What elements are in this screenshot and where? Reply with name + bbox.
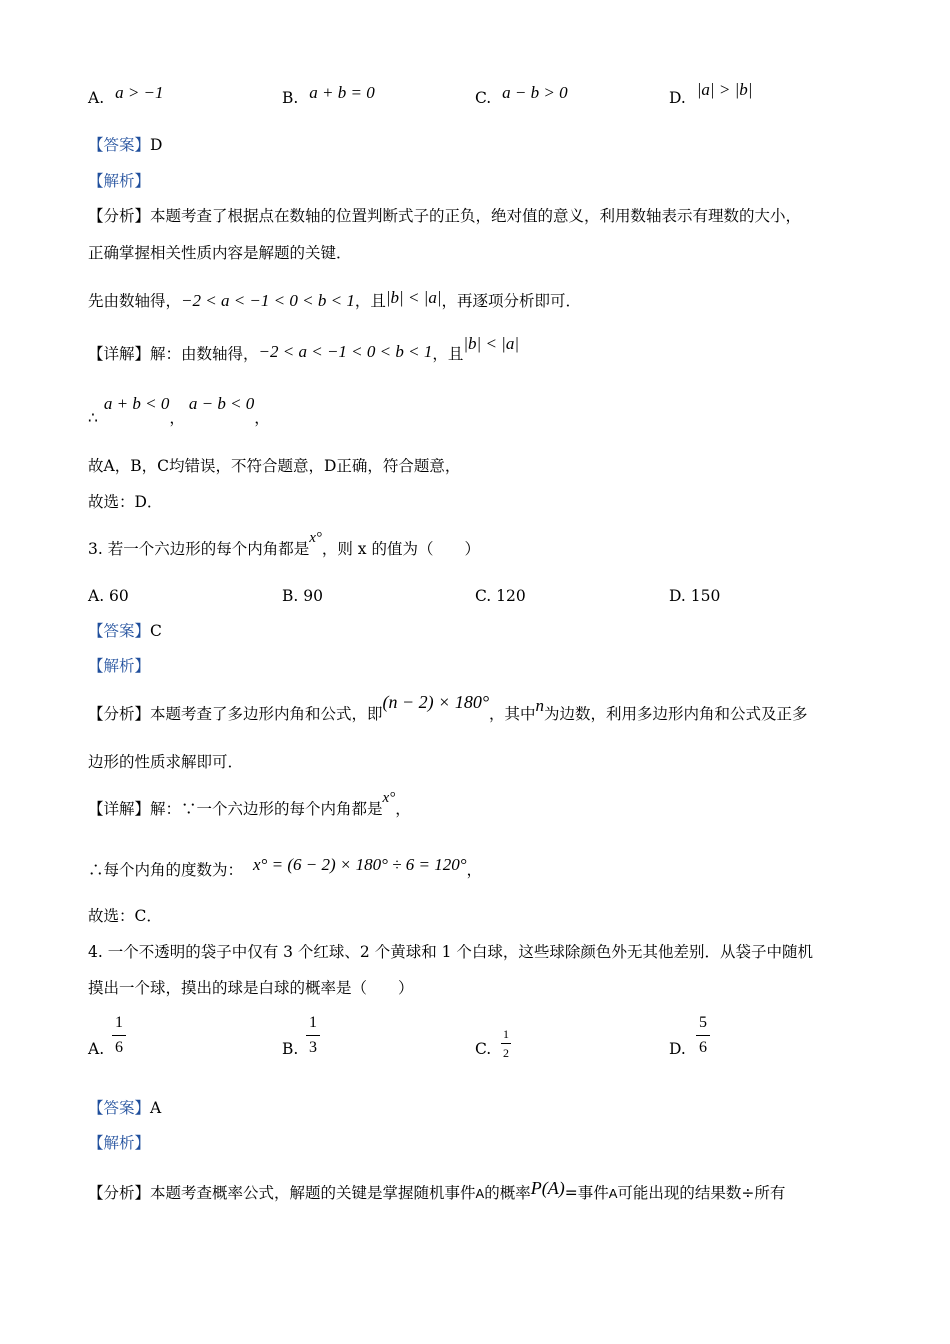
q4-fenxi-mid: 的概率 xyxy=(484,1184,531,1202)
q3-stem-sup: x° xyxy=(309,530,322,546)
q4-option-a-label: A. xyxy=(88,1040,105,1058)
q3-detail-post: ， xyxy=(395,800,411,818)
q4-option-c-fraction xyxy=(501,1027,511,1060)
q3-detail-tag: 【详解】 xyxy=(88,800,151,818)
q2-choose: 故选：D． xyxy=(88,493,163,511)
q2-option-a xyxy=(88,83,164,108)
q3-calc-post: ， xyxy=(466,861,483,879)
q4-fenxi-a2: A xyxy=(608,1186,618,1201)
q2-option-c-math: a − b > 0 xyxy=(502,83,568,102)
q2-fenxi-line1 xyxy=(88,206,801,226)
q3-stem-post: ，则 x 的值为（ ） xyxy=(321,540,480,558)
q4-option-b-bar xyxy=(306,1035,320,1036)
q2-step-mid: ，且 xyxy=(354,292,386,310)
q3-answer-tag: 【答案】 xyxy=(88,622,151,640)
q2-step-line xyxy=(88,288,582,311)
q3-fenxi-n: n xyxy=(535,696,545,715)
q4-fenxi-line1 xyxy=(88,1178,786,1204)
q4-fenxi-tag: 【分析】 xyxy=(88,1184,151,1202)
q3-fenxi-post: 为边数，利用多边形内角和公式及正多 xyxy=(544,705,808,723)
q3-fenxi-line1 xyxy=(88,692,808,724)
q4-fenxi-post: 可能出现的结果数÷所有 xyxy=(617,1184,786,1202)
q2-option-b xyxy=(282,83,375,108)
q4-stem-line2: 摸出一个球，摸出的球是白球的概率是（ ） xyxy=(88,979,414,997)
q3-calc-pre: ∴每个内角的度数为： xyxy=(88,861,244,879)
q3-detail-pre: 解：∵一个六边形的每个内角都是 xyxy=(150,800,383,818)
q4-option-c-den: 2 xyxy=(503,1046,509,1060)
q2-detail-mid: ，且 xyxy=(432,345,464,363)
q2-option-d xyxy=(669,80,753,108)
q4-answer: A xyxy=(150,1099,162,1117)
q2-ther-comma: ， xyxy=(169,409,185,427)
q3-stem-pre: 3. 若一个六边形的每个内角都是 xyxy=(88,540,310,558)
q3-option-d: D. 150 xyxy=(669,587,721,605)
q4-option-b-label: B. xyxy=(282,1040,299,1058)
q4-option-a-den: 6 xyxy=(115,1039,123,1056)
q3-fenxi-line2: 边形的性质求解即可． xyxy=(88,753,244,771)
q4-fenxi-mid2: =事件 xyxy=(564,1184,609,1202)
q2-option-b-label: B. xyxy=(282,89,299,107)
q4-analysis-tag: 【解析】 xyxy=(88,1134,151,1152)
q4-option-b-den: 3 xyxy=(309,1039,317,1056)
q2-detail-math: −2 < a < −1 < 0 < b < 1 xyxy=(258,342,433,361)
q4-option-d-label: D. xyxy=(669,1040,686,1058)
q3-fenxi-math: (n − 2) × 180° xyxy=(382,692,490,712)
q2-ther-math1: a + b < 0 xyxy=(103,394,170,413)
q2-option-d-math: |a| > |b| xyxy=(696,80,753,99)
q4-fenxi-pre: 本题考查概率公式，解题的关键是掌握随机事件 xyxy=(150,1184,476,1202)
q4-option-d-den: 6 xyxy=(699,1039,707,1056)
q2-option-a-math: a > −1 xyxy=(115,83,164,102)
q3-stem xyxy=(88,530,480,560)
q3-analysis-tag-line xyxy=(88,656,150,676)
q3-option-c: C. 120 xyxy=(475,587,526,605)
q2-detail-tag: 【详解】 xyxy=(88,345,151,363)
q2-analysis-tag: 【解析】 xyxy=(88,172,151,190)
q4-option-d-num: 5 xyxy=(699,1014,707,1031)
q2-fenxi-text1: 本题考查了根据点在数轴的位置判断式子的正负，绝对值的意义，利用数轴表示有理数的大小， xyxy=(150,207,802,225)
q2-option-b-math: a + b = 0 xyxy=(309,83,375,102)
q3-detail-line xyxy=(88,790,411,820)
q2-answer: D xyxy=(150,136,163,154)
q2-step-pre: 先由数轴得， xyxy=(88,292,182,310)
q2-detail-line xyxy=(88,334,520,364)
q2-ther-end: ， xyxy=(254,409,270,427)
q3-analysis-tag: 【解析】 xyxy=(88,657,151,675)
q2-answer-tag: 【答案】 xyxy=(88,136,151,154)
q3-calc-line xyxy=(88,855,483,880)
q4-option-b-fraction xyxy=(306,1013,320,1058)
q3-fenxi-mid: ，其中 xyxy=(489,705,536,723)
q4-option-a-num: 1 xyxy=(115,1014,123,1031)
q2-step-post: ，再逐项分析即可． xyxy=(441,292,582,310)
q3-calc-math: x° = (6 − 2) × 180° ÷ 6 = 120° xyxy=(253,855,467,874)
q2-option-c xyxy=(475,83,568,108)
q3-fenxi-pre: 本题考查了多边形内角和公式，即 xyxy=(150,705,383,723)
q4-option-b-num: 1 xyxy=(309,1014,317,1031)
q3-answer-line xyxy=(88,621,162,641)
q2-fenxi-line2: 正确掌握相关性质内容是解题的关键． xyxy=(88,244,352,262)
q2-answer-line xyxy=(88,135,162,155)
q2-step-math: −2 < a < −1 < 0 < b < 1 xyxy=(181,291,355,310)
q2-step-math2: |b| < |a| xyxy=(385,288,442,307)
q4-option-a-bar xyxy=(112,1035,126,1036)
q4-option-c-label: C. xyxy=(475,1040,492,1058)
q4-option-c-bar xyxy=(501,1043,511,1044)
q2-option-a-label: A. xyxy=(88,89,105,107)
q4-answer-line xyxy=(88,1098,161,1118)
q4-fenxi-math: P(A) xyxy=(530,1178,565,1198)
q2-therefore-line xyxy=(88,394,270,428)
q2-fenxi-tag: 【分析】 xyxy=(88,207,151,225)
q4-analysis-tag-line xyxy=(88,1133,150,1153)
q4-option-a-fraction xyxy=(112,1013,126,1058)
q3-option-b: B. 90 xyxy=(282,587,323,605)
q2-detail-math2: |b| < |a| xyxy=(463,334,520,353)
q3-fenxi-tag: 【分析】 xyxy=(88,705,151,723)
q4-option-d-bar xyxy=(696,1035,710,1036)
q2-ther-math2: a − b < 0 xyxy=(188,394,255,413)
q2-conclusion: 故A，B，C均错误，不符合题意，D正确，符合题意， xyxy=(88,457,461,475)
q3-choose: 故选：C． xyxy=(88,907,162,925)
q2-analysis-tag-line xyxy=(88,171,150,191)
q3-answer: C xyxy=(150,622,162,640)
q2-option-c-label: C. xyxy=(475,89,492,107)
q4-option-c-num: 1 xyxy=(503,1027,509,1041)
q2-detail-pre: 解：由数轴得， xyxy=(150,345,259,363)
q2-option-d-label: D. xyxy=(669,89,686,107)
q4-fenxi-a1: A xyxy=(475,1186,485,1201)
q3-detail-sup: x° xyxy=(382,790,396,806)
q3-option-a: A. 60 xyxy=(88,587,129,605)
q4-option-d-fraction xyxy=(696,1013,710,1058)
q4-answer-tag: 【答案】 xyxy=(88,1099,151,1117)
q2-therefore-symbol: ∴ xyxy=(88,409,98,427)
q4-stem-line1: 4. 一个不透明的袋子中仅有 3 个红球、2 个黄球和 1 个白球，这些球除颜色外无其他差别．从袋子中随机 xyxy=(88,943,813,961)
